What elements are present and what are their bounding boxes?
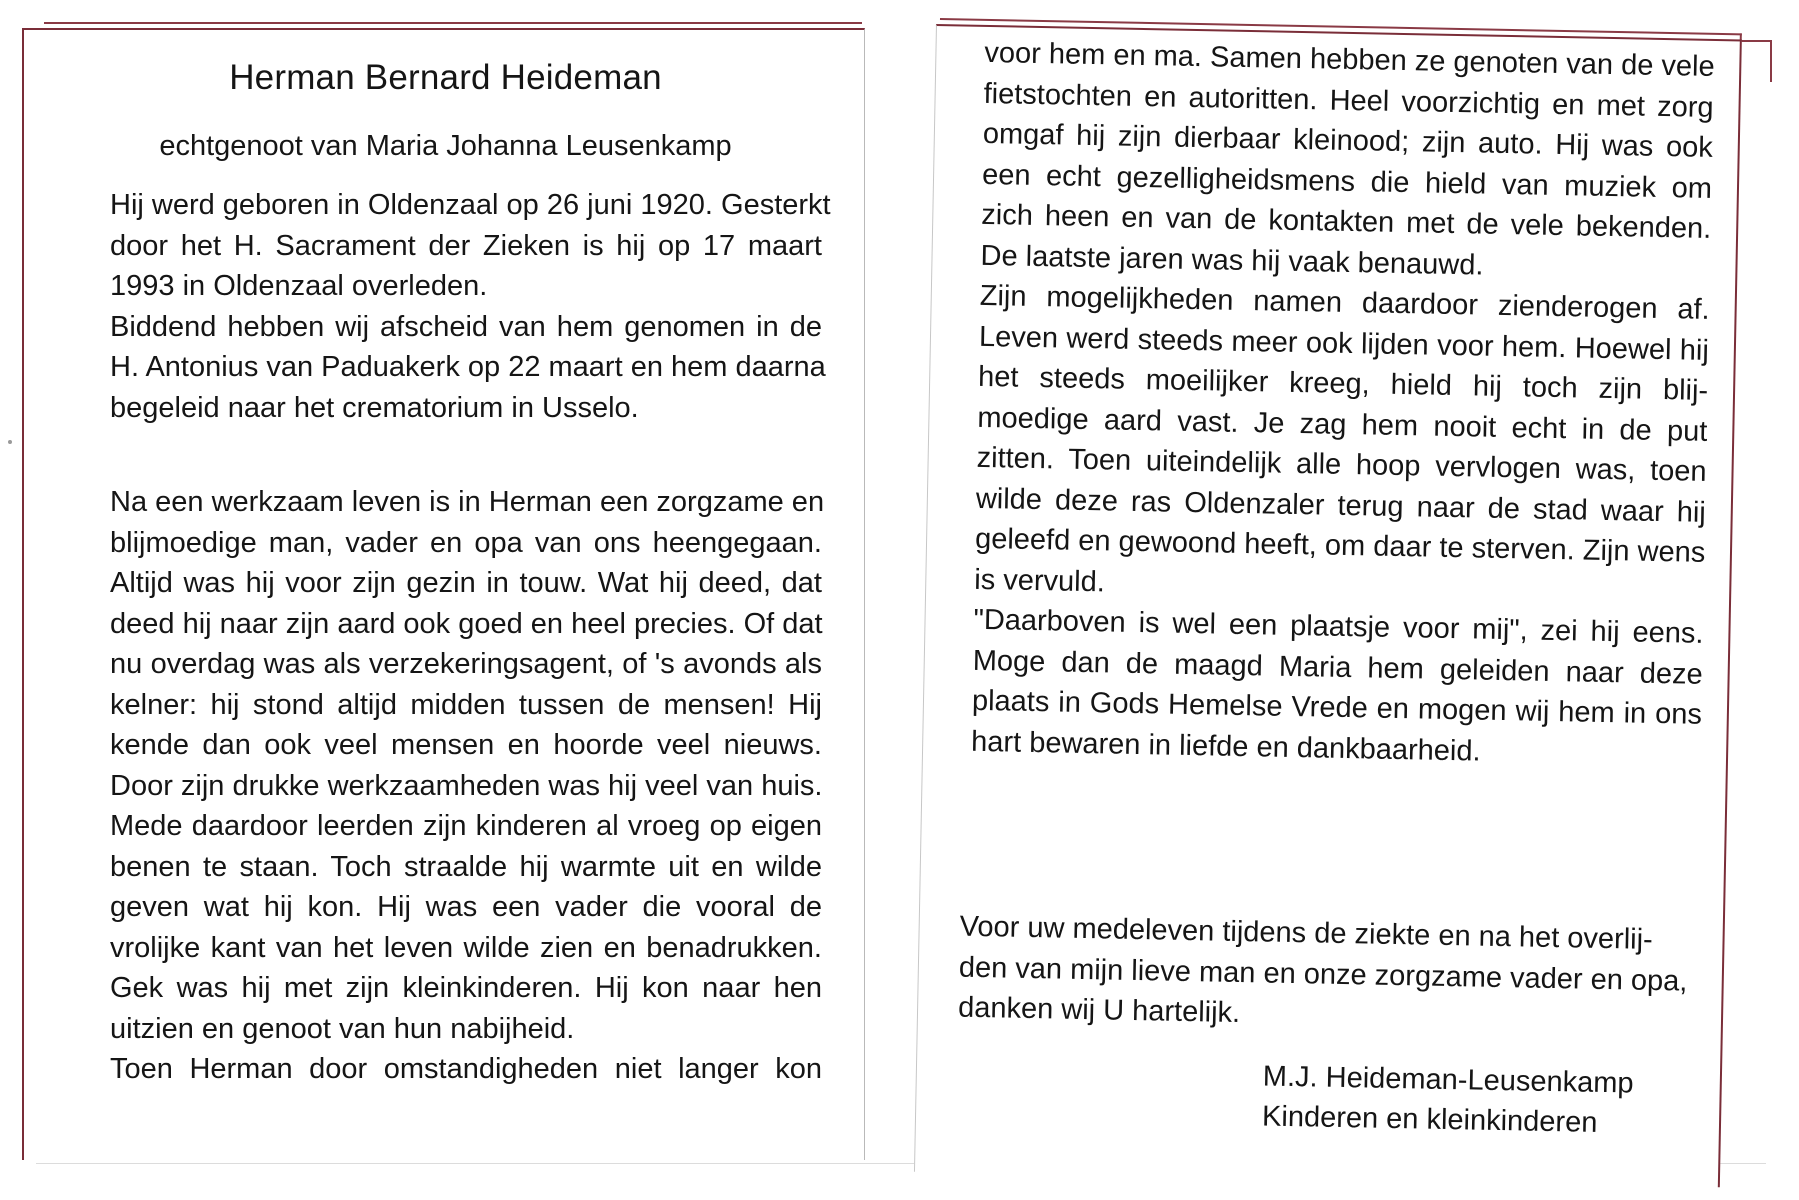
signature-family: Kinderen en kleinkinderen bbox=[1261, 1100, 1598, 1139]
memorial-card-left-page bbox=[22, 28, 865, 1160]
scan-speck bbox=[8, 440, 12, 444]
text-line: voor hem en ma. Samen hebben ze genoten van de vele bbox=[984, 36, 1715, 83]
text-line: vrolijke kant van het leven wilde zien en benadrukken. bbox=[110, 931, 822, 964]
text-line: door het H. Sacrament der Zieken is hij op 17 maart bbox=[110, 229, 822, 262]
deceased-name-title: Herman Bernard Heideman bbox=[229, 58, 662, 97]
signature-name: M.J. Heideman-Leusenkamp bbox=[1262, 1060, 1634, 1100]
text-line: blijmoedige man, vader en opa van ons heengegaan. bbox=[110, 526, 822, 559]
text-line: Moge dan de maagd Maria hem geleiden naar deze bbox=[972, 644, 1703, 691]
memorial-card-right-page bbox=[914, 24, 1742, 1187]
text-line: uitzien en genoot van hun nabijheid. bbox=[110, 1012, 575, 1045]
text-line: omgaf hij zijn dierbaar kleinood; zijn auto. Hij was ook bbox=[982, 117, 1714, 164]
biography-paragraph-2 bbox=[110, 482, 825, 1090]
text-line: De laatste jaren was hij vaak benauwd. bbox=[980, 239, 1484, 282]
text-line: het steeds moeilijker kreeg, hield hij toch zijn blij- bbox=[977, 360, 1709, 407]
text-line: hart bewaren in liefde en dankbaarheid. bbox=[970, 725, 1481, 768]
spouse-subtitle: echtgenoot van Maria Johanna Leusenkamp bbox=[159, 130, 732, 162]
text-line: zitten. Toen uiteindelijk alle hoop vervlogen was, toen bbox=[976, 441, 1707, 488]
text-line: Biddend hebben wij afscheid van hem genomen in de bbox=[110, 310, 822, 343]
text-line: Gek was hij met zijn kleinkinderen. Hij kon naar hen bbox=[110, 972, 822, 1004]
thanks-paragraph bbox=[957, 907, 1688, 1042]
text-line: deed hij naar zijn aard ook goed en heel precies. Of dat bbox=[110, 607, 823, 640]
text-line: Door zijn drukke werkzaamheden was hij veel van huis. bbox=[110, 769, 823, 802]
biography-paragraph-1 bbox=[110, 185, 831, 428]
text-line: "Daarboven is wel een plaatsje voor mij", zei hij eens. bbox=[973, 603, 1704, 650]
signature-block bbox=[1262, 1056, 1634, 1143]
text-line: begeleid naar het crematorium in Usselo. bbox=[110, 391, 639, 424]
text-line: geven wat hij kon. Hij was een vader die vooral de bbox=[110, 891, 822, 923]
text-line: Leven werd steeds meer ook lijden voor hem. Hoewel hij bbox=[978, 320, 1710, 367]
card-stack-corner-right bbox=[1740, 40, 1772, 82]
text-line: kende dan ook veel mensen en hoorde veel nieuws. bbox=[110, 729, 822, 761]
text-line: 1993 in Oldenzaal overleden. bbox=[110, 270, 488, 302]
text-line: Voor uw medeleven tijdens de ziekte en na het overlij- bbox=[959, 910, 1654, 956]
text-line: Toen Herman door omstandigheden niet langer kon bbox=[110, 1053, 822, 1085]
text-line: fietstochten en autoritten. Heel voorzichtig en met zorg bbox=[983, 77, 1714, 124]
text-line: kelner: hij stond altijd midden tussen de mensen! Hij bbox=[110, 688, 822, 721]
text-line: den van mijn lieve man en onze zorgzame vader en opa, bbox=[958, 951, 1688, 998]
text-line: is vervuld. bbox=[974, 563, 1106, 598]
text-line: Altijd was hij voor zijn gezin in touw. Wat hij deed, dat bbox=[110, 567, 822, 599]
text-line: Mede daardoor leerden zijn kinderen al vroeg op eigen bbox=[110, 810, 822, 842]
text-line: Zijn mogelijkheden namen daardoor zienderogen af. bbox=[979, 279, 1710, 326]
text-line: een echt gezelligheidsmens die hield van muziek om bbox=[981, 158, 1713, 205]
biography-continuation bbox=[971, 33, 1715, 776]
text-line: geleefd en gewoond heeft, om daar te sterven. Zijn wens bbox=[974, 522, 1706, 569]
text-line: danken wij U hartelijk. bbox=[957, 991, 1241, 1030]
text-line: plaats in Gods Hemelse Vrede en mogen wij hem in ons bbox=[971, 684, 1703, 731]
text-line: zich heen en van de kontakten met de vele bekenden. bbox=[981, 198, 1712, 245]
text-line: nu overdag was als verzekeringsagent, of 's avonds als bbox=[110, 648, 822, 680]
text-line: benen te staan. Toch straalde hij warmte uit en wilde bbox=[110, 850, 822, 883]
text-line: Na een werkzaam leven is in Herman een zorgzame en bbox=[110, 486, 825, 518]
text-line: wilde deze ras Oldenzaler terug naar de stad waar hij bbox=[975, 482, 1707, 529]
text-line: moedige aard vast. Je zag hem nooit echt in de put bbox=[977, 401, 1708, 448]
text-line: Hij werd geboren in Oldenzaal op 26 juni 1920. Gesterkt bbox=[110, 189, 831, 221]
text-line: H. Antonius van Paduakerk op 22 maart en hem daarna bbox=[110, 351, 826, 383]
